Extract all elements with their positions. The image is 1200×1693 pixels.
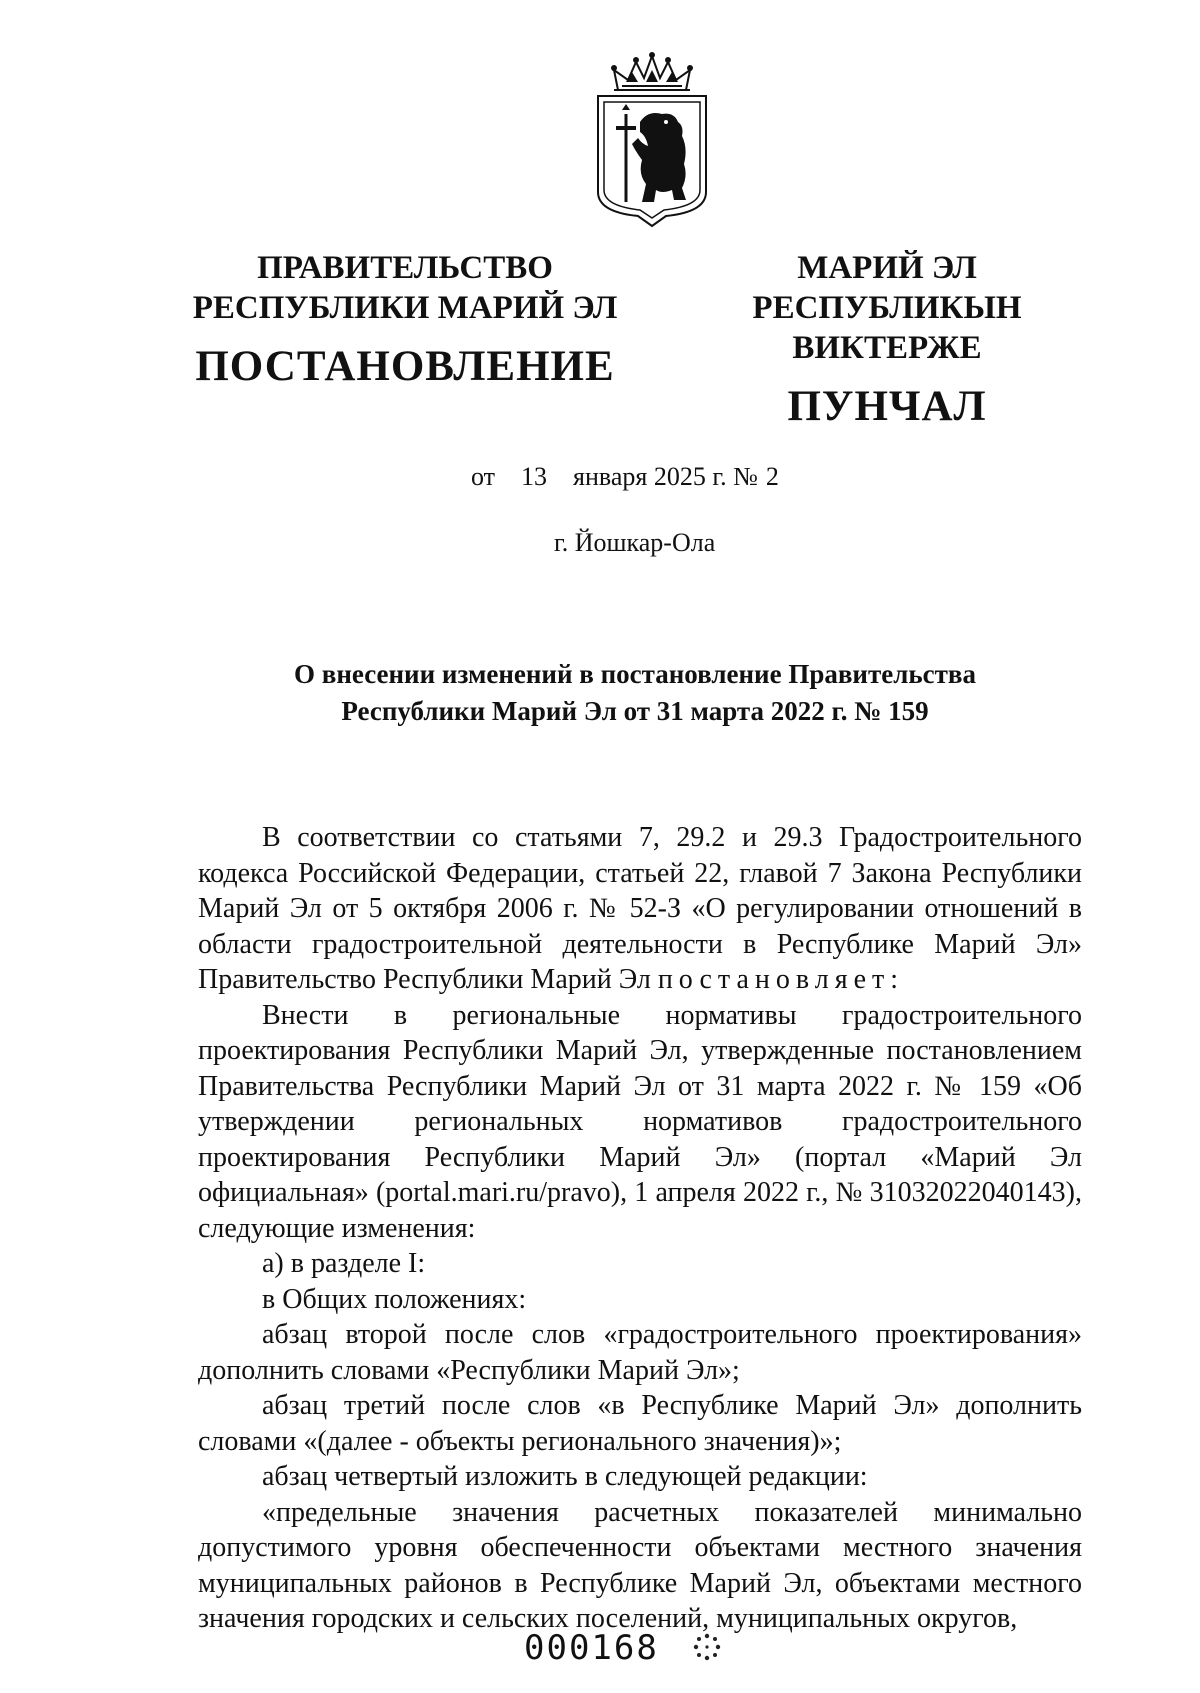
date-day: 13 bbox=[521, 462, 548, 491]
document-body bbox=[198, 820, 1082, 1637]
document-title bbox=[190, 656, 1080, 730]
title-line2: Республики Марий Эл от 31 марта 2022 г. № 159 bbox=[341, 696, 929, 726]
body-paragraph: Внести в региональные нормативы градостроительного проектирования Республики Марий Эл, утвержденные постановлением Правительства Республики Марий Эл от 31 марта 2022 г. № 159 «Об утверждении региональных нормативов градостроительного проектирования Республики Марий Эл» (портал «Марий Эл официальная» (portal.mari.ru/pravo), 1 апреля 2022 г., № 31032022040143), следующие изменения: bbox=[198, 999, 1082, 1244]
body-paragraph: а) в разделе I: bbox=[262, 1248, 426, 1279]
body-paragraph: абзац второй после слов «градостроительного проектирования» дополнить словами «Республики Марий Эл»; bbox=[198, 1319, 1082, 1386]
date-prefix: от bbox=[471, 462, 496, 491]
body-paragraph: «предельные значения расчетных показателей минимально допустимого уровня обеспеченности объектами местного значения муниципальных районов в Республике Марий Эл, объектами местного значения городских и сельских поселений, муниципальных округов, bbox=[198, 1496, 1082, 1634]
document-kind-mari: ПУНЧАЛ bbox=[787, 383, 987, 430]
body-paragraph: в Общих положениях: bbox=[262, 1283, 527, 1315]
document-place: г. Йошкар-Ола bbox=[554, 528, 716, 557]
issuer-name-mari-line2: ВИКТЕРЖЕ bbox=[792, 330, 982, 366]
coat-of-arms-icon bbox=[592, 52, 712, 230]
issuer-name-line2: РЕСПУБЛИКИ МАРИЙ ЭЛ bbox=[192, 290, 618, 326]
document-kind: ПОСТАНОВЛЕНИЕ bbox=[195, 343, 615, 390]
header-right bbox=[662, 248, 1112, 432]
body-paragraph: В соответствии со статьями 7, 29.2 и 29.3 Градостроительного кодекса Российской Федерации, статьей 22, главой 7 Закона Республики Марий Эл от 5 октября 2006 г. № 52-З «О регулировании отношений в области градостроительной деятельности в Республике Марий Эл» Правительство Республики Марий Эл постановляет: bbox=[198, 822, 1082, 995]
serial-number: 000168 bbox=[524, 1628, 659, 1668]
date-month-year: января 2025 г. № bbox=[573, 462, 758, 491]
body-paragraph: абзац четвертый изложить в следующей редакции: bbox=[262, 1461, 868, 1492]
body-paragraph: абзац третий после слов «в Республике Марий Эл» дополнить словами «(далее - объекты регионального значения)»; bbox=[198, 1390, 1082, 1457]
issuer-name-line1: ПРАВИТЕЛЬСТВО bbox=[257, 250, 553, 286]
resolves-word: постановляет: bbox=[657, 964, 905, 995]
header-left bbox=[190, 248, 620, 392]
ornament-dots-icon bbox=[692, 1632, 722, 1662]
title-line1: О внесении изменений в постановление Правительства bbox=[294, 659, 976, 689]
issuer-name-mari-line1: МАРИЙ ЭЛ РЕСПУБЛИКЫН bbox=[752, 250, 1022, 326]
document-date bbox=[471, 462, 779, 492]
document-number: 2 bbox=[765, 462, 779, 491]
